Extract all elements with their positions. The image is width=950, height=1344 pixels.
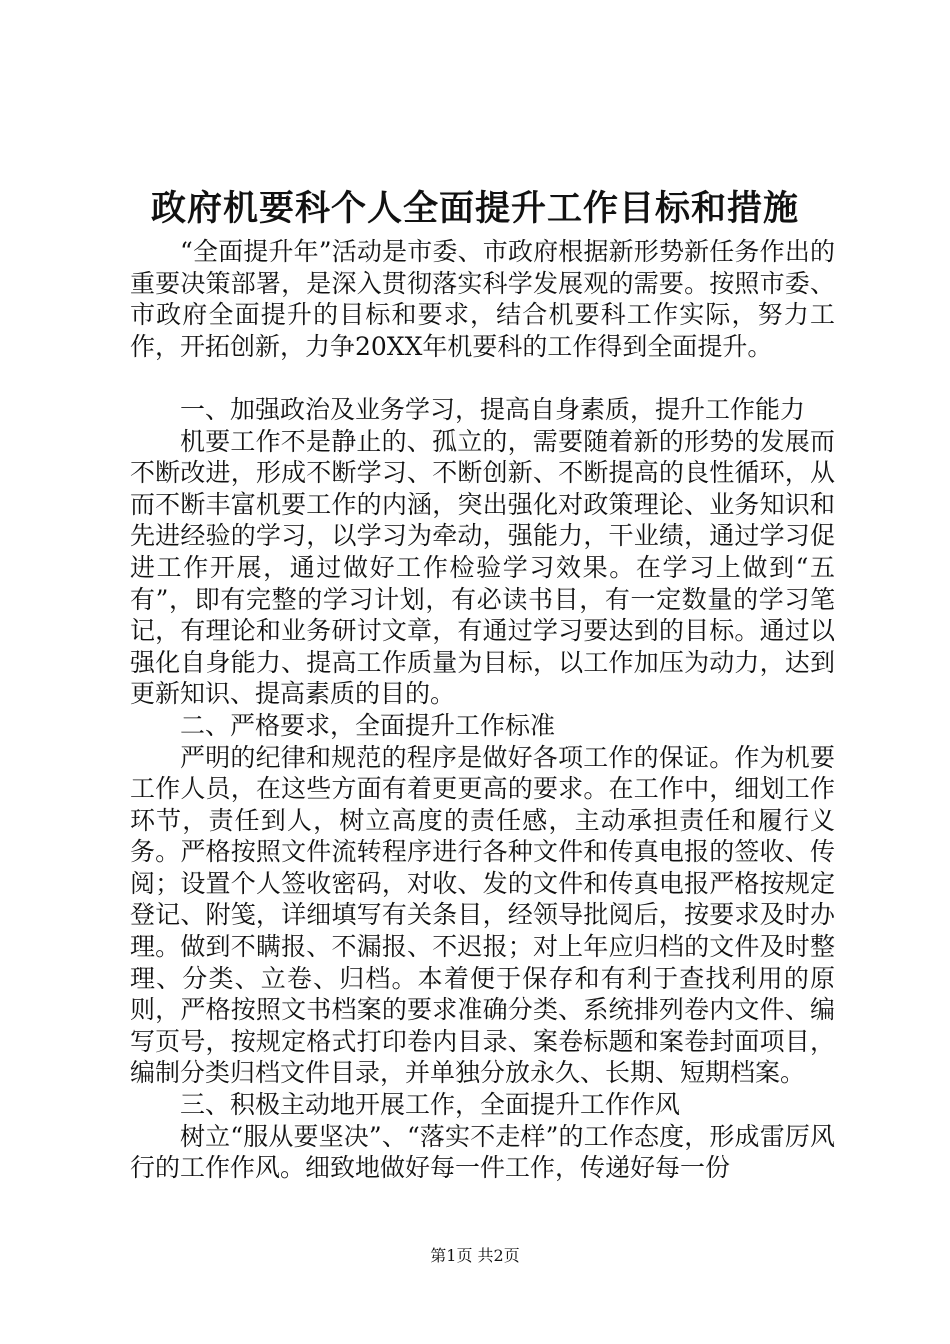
section-paragraph-1: 机要工作不是静止的、孤立的，需要随着新的形势的发展而不断改进，形成不断学习、不断创新、不断提高的良性循环，从而不断丰富机要工作的内涵，突出强化对政策理论、业务知识和先进经验的学习，以学习为牵动，强能力，干业绩，通过学习促进工作开展，通过做好工作检验学习效果。在学习上做到“五有”，即有完整的学习计划，有必读书目，有一定数量的学习笔记，有理论和业务研讨文章，有通过学习要达到的目标。通过以强化自身能力、提高工作质量为目标，以工作加压为动力，达到更新知识、提高素质的目的。 <box>130 426 835 709</box>
intro-paragraph: “全面提升年”活动是市委、市政府根据新形势新任务作出的重要决策部署，是深入贯彻落实科学发展观的需要。按照市委、市政府全面提升的目标和要求，结合机要科工作实际，努力工作，开拓创新，力争20XX年机要科的工作得到全面提升。 <box>130 237 835 361</box>
page-number-footer: 第1页 共2页 <box>430 1246 520 1265</box>
section-heading-2: 二、严格要求，全面提升工作标准 <box>180 710 556 740</box>
section-heading-1: 一、加强政治及业务学习，提高自身素质，提升工作能力 <box>180 394 806 424</box>
section-heading-3: 三、积极主动地开展工作，全面提升工作作风 <box>180 1090 681 1120</box>
document-title: 政府机要科个人全面提升工作目标和措施 <box>150 188 799 229</box>
section-paragraph-3: 树立“服从要坚决”、“落实不走样”的工作态度，形成雷厉风行的工作作风。细致地做好每一件工作，传递好每一份 <box>130 1121 835 1183</box>
document-body <box>130 236 835 1184</box>
section-paragraph-2: 严明的纪律和规范的程序是做好各项工作的保证。作为机要工作人员，在这些方面有着更更高的要求。在工作中，细划工作环节，责任到人，树立高度的责任感，主动承担责任和履行义务。严格按照文件流转程序进行各种文件和传真电报的签收、传阅；设置个人签收密码，对收、发的文件和传真电报严格按规定登记、附笺，详细填写有关条目，经领导批阅后，按要求及时办理。做到不瞒报、不漏报、不迟报；对上年应归档的文件及时整理、分类、立卷、归档。本着便于保存和有利于查找利用的原则，严格按照文书档案的要求准确分类、系统排列卷内文件、编写页号，按规定格式打印卷内目录、案卷标题和案卷封面项目，编制分类归档文件目录，并单独分放永久、长期、短期档案。 <box>130 742 835 1088</box>
